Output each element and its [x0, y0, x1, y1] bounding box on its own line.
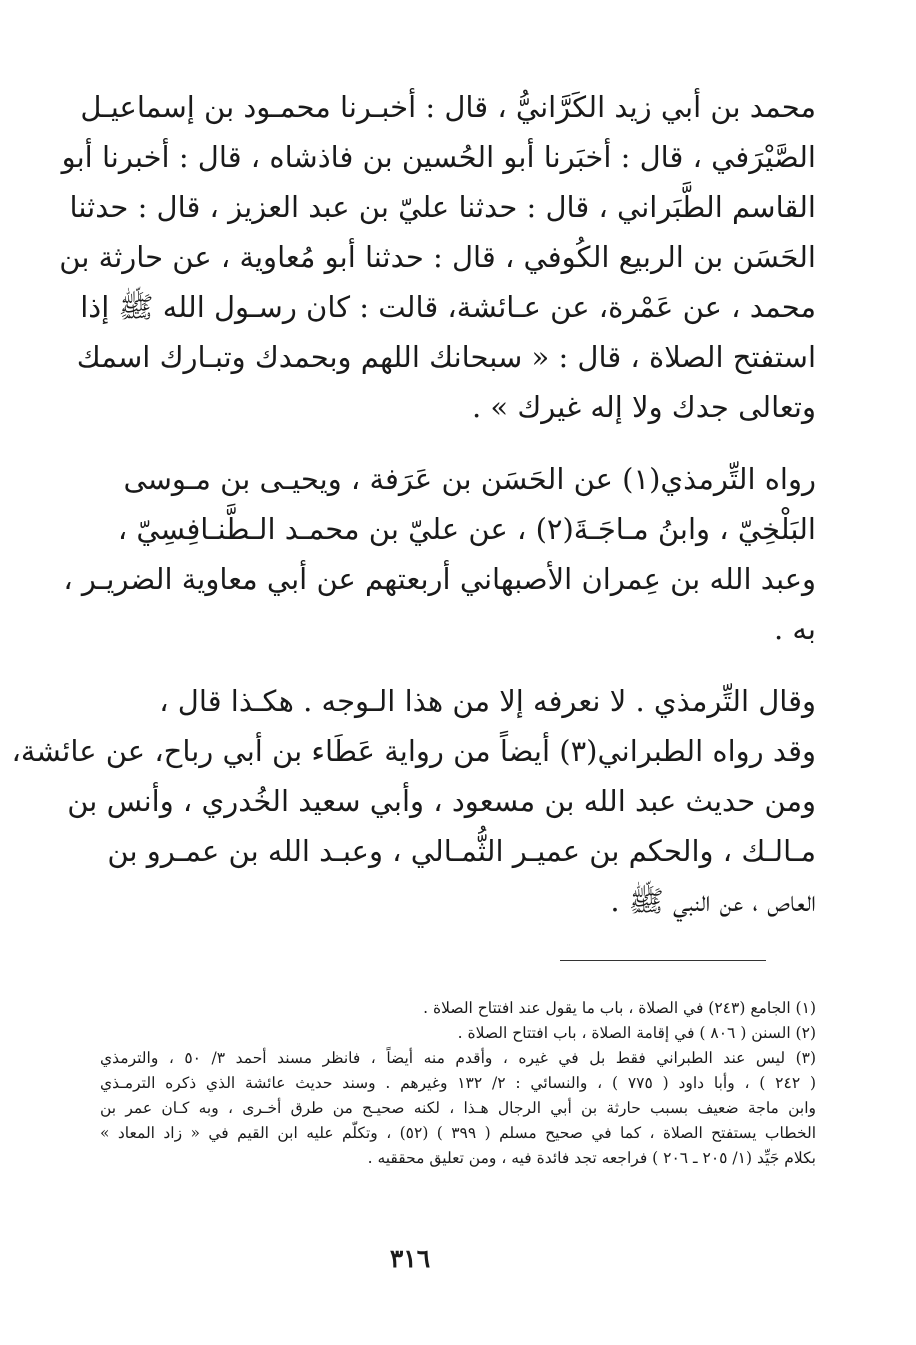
footnote-line: وابن ماجة ضعيف بسبب حارثة بن أبي الرجال هـذا ، لكنه صحيـح من طرق أخـرى ، وبه كـان عمر بن [100, 1099, 816, 1117]
text-line: العاص ، عن النبي ﷺ . [610, 884, 816, 918]
main-text [11, 82, 816, 926]
text-line: البَلْخِيّ ، وابنُ مـاجَـةَ(٢) ، عن عليّ بن محمـد الـطَّنـافِسِيّ ، [117, 512, 816, 546]
text-line: به . [773, 612, 816, 646]
footnote-line: (١) الجامع (٢٤٣) في الصلاة ، باب ما يقول عند افتتاح الصلاة . [423, 999, 816, 1017]
text-line: وعبد الله بن عِمران الأصبهاني أربعتهم عن أبي معاوية الضريـر ، [63, 562, 816, 596]
footnotes [100, 996, 816, 1171]
text-line: وقال التِّرمذي . لا نعرفه إلا من هذا الـوجه . هكـذا قال ، [159, 684, 816, 718]
text-line: الحَسَن بن الربيع الكُوفي ، قال : حدثنا أبو مُعاوية ، عن حارثة بن [59, 240, 816, 274]
paragraph-2 [63, 454, 816, 654]
footnote-line: (٣) ليس عند الطبراني فقط بل في غيره ، وأقدم منه أيضاً ، فانظر مسند أحمد ٣/ ٥٠ ، والترمذي [100, 1049, 817, 1067]
text-line: ومن حديث عبد الله بن مسعود ، وأبي سعيد الخُدري ، وأنس بن [67, 784, 816, 818]
footnote-line: بكلام جَيِّد (١/ ٢٠٥ ـ ٢٠٦ ) فراجعه تجد فائدة فيه ، ومن تعليق محققيه . [367, 1149, 816, 1167]
footnote-2 [100, 1021, 816, 1046]
paragraph-3 [11, 676, 816, 926]
text-line: القاسم الطَّبَراني ، قال : حدثنا عليّ بن عبد العزيز ، قال : حدثنا [69, 190, 816, 224]
text-line: مـالـك ، والحكم بن عميـر الثُّمـالي ، وعبـد الله بن عمـرو بن [107, 834, 816, 868]
footnote-line: (٢) السنن ( ٨٠٦ ) في إقامة الصلاة ، باب افتتاح الصلاة . [457, 1024, 816, 1042]
text-line: وتعالى جدك ولا إله غيرك » . [471, 390, 816, 424]
text-line: الصَّيْرَفي ، قال : أخبَرنا أبو الحُسين بن فاذشاه ، قال : أخبرنا أبو [61, 140, 816, 174]
footnote-1 [100, 996, 816, 1021]
footnote-3 [100, 1046, 816, 1171]
text-line: رواه التِّرمذي(١) عن الحَسَن بن عَرَفة ، ويحيـى بن مـوسى [123, 462, 816, 496]
footnote-line: ( ٢٤٢ ) ، وأبا داود ( ٧٧٥ ) ، والنسائي : ٢/ ١٣٢ وغيرهم . وسند حديث عائشة الذي ذكره الترمـذي [100, 1074, 817, 1092]
text-line: محمد ، عن عَمْرة، عن عـائشة، قالت : كان رسـول الله ﷺ إذا [80, 290, 816, 324]
paragraph-1 [59, 82, 816, 432]
text-line: استفتح الصلاة ، قال : « سبحانك اللهم وبحمدك وتبـارك اسمك [76, 340, 816, 374]
page-number: ٣١٦ [389, 1244, 431, 1273]
text-line: محمد بن أبي زيد الكَرَّانيُّ ، قال : أخبـرنا محمـود بن إسماعيـل [80, 90, 816, 124]
footnote-line: الخطاب يستفتح الصلاة ، كما في صحيح مسلم ( ٣٩٩ ) (٥٢) ، وتكلّم عليه ابن القيم في « زاد المعاد » [100, 1124, 816, 1142]
text-line: وقد رواه الطبراني(٣) أيضاً من رواية عَطَاء بن أبي رباح، عن عائشة، [11, 734, 816, 768]
footnote-divider [560, 960, 766, 961]
